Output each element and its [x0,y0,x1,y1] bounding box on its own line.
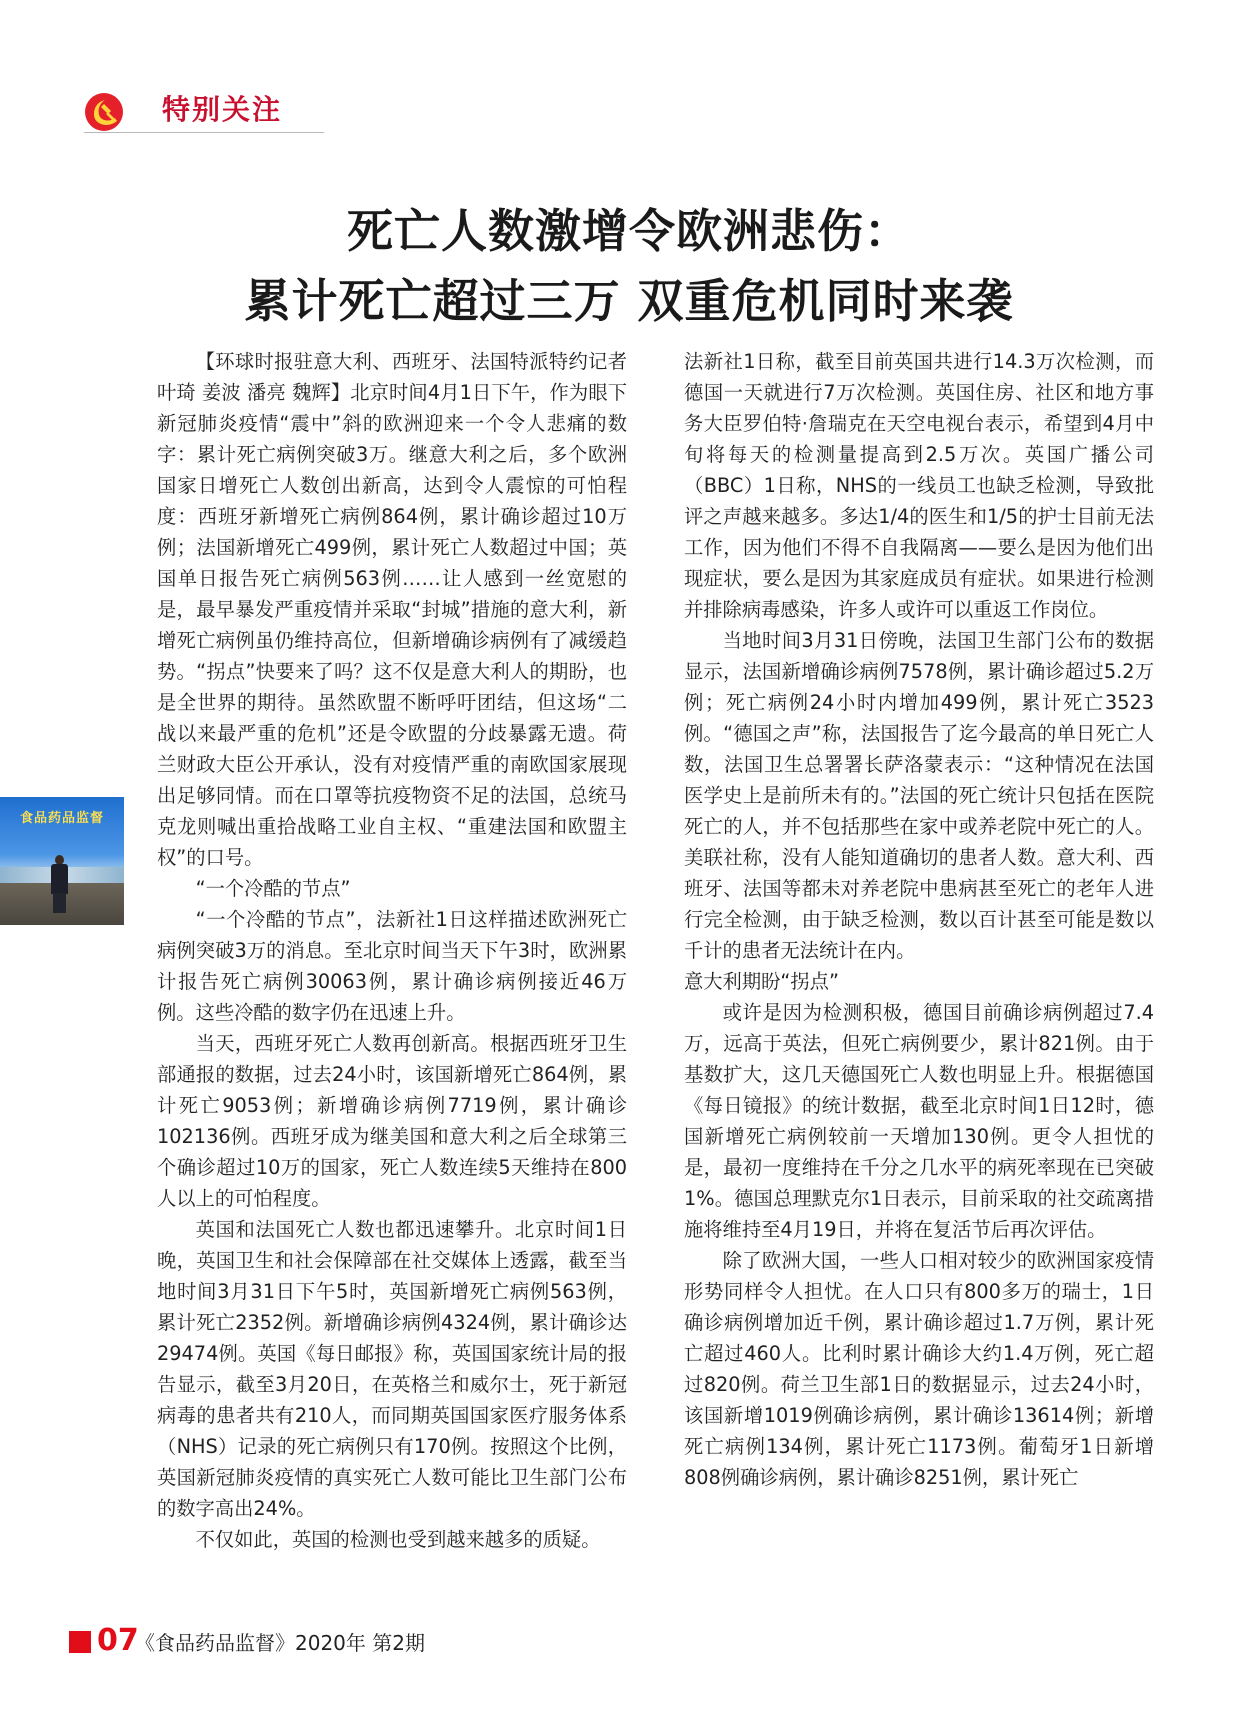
paragraph: 不仅如此，英国的检测也受到越来越多的质疑。 [195,1528,601,1551]
subheading: “一个冷酷的节点” [195,877,351,900]
side-photo [0,797,124,925]
right-column [684,346,1154,1493]
header-divider [84,132,324,133]
title-line-1: 死亡人数激增令欧洲悲伤： [347,204,911,258]
paragraph: 英国和法国死亡人数也都迅速攀升。北京时间1日晚，英国卫生和社会保障部在社交媒体上透露，截至当地时间3月31日下午5时，英国新增死亡病例563例，累计死亡2352例。新增确诊病例4324例，累计确诊达29474例。英国《每日邮报》称，英国国家统计局的报告显示，截至3月20日，在英格兰和威尔士，死于新冠病毒的患者共有210人，而同期英国国家医疗服务体系（NHS）记录的死亡病例只有170例。按照这个比例，英国新冠肺炎疫情的真实死亡人数可能比卫生部门公布的数字高出24%。 [157,1218,627,1520]
party-emblem-icon [84,92,124,132]
title-line-2: 累计死亡超过三万 双重危机同时来袭 [244,274,1014,328]
paragraph: 当天，西班牙死亡人数再创新高。根据西班牙卫生部通报的数据，过去24小时，该国新增死亡864例，累计死亡9053例；新增确诊病例7719例，累计确诊102136例。西班牙成为继美国和意大利之后全球第三个确诊超过10万的国家，死亡人数连续5天维持在800人以上的可怕程度。 [157,1032,627,1210]
article-title [0,196,1258,336]
section-label: 特别关注 [162,93,283,126]
paragraph: 除了欧洲大国，一些人口相对较少的欧洲国家疫情形势同样令人担忧。在人口只有800多万的瑞士，1日确诊病例增加近千例，累计确诊超过1.7万例，累计死亡超过460人。比利时累计确诊大约1.4万例，死亡超过820例。荷兰卫生部1日的数据显示，过去24小时，该国新增1019例确诊病例，累计确诊13614例；新增死亡病例134例，累计死亡1173例。葡萄牙1日新增808例确诊病例，累计确诊8251例，累计死亡 [684,1249,1154,1489]
paragraph: 法新社1日称，截至目前英国共进行14.3万次检测，而德国一天就进行7万次检测。英国住房、社区和地方事务大臣罗伯特·詹瑞克在天空电视台表示，希望到4月中旬将每天的检测量提高到2.5万次。英国广播公司（BBC）1日称，NHS的一线员工也缺乏检测，导致批评之声越来越多。多达1/4的医生和1/5的护士目前无法工作，因为他们不得不自我隔离——要么是因为他们出现症状，要么是因为其家庭成员有症状。如果进行检测并排除病毒感染，许多人或许可以重返工作岗位。 [684,350,1154,621]
paragraph: “一个冷酷的节点”，法新社1日这样描述欧洲死亡病例突破3万的消息。至北京时间当天下午3时，欧洲累计报告死亡病例30063例，累计确诊病例接近46万例。这些冷酷的数字仍在迅速上升。 [157,908,627,1024]
subheading: 意大利期盼“拐点” [684,970,839,993]
section-header [84,88,324,132]
footer-square-icon [69,1631,91,1653]
publication-info: 《食品药品监督》2020年 第2期 [135,1631,425,1655]
photo-person-body [51,864,68,894]
photo-person-legs [53,893,66,913]
paragraph: 或许是因为检测积极，德国目前确诊病例超过7.4万，远高于英法，但死亡病例要少，累计821例。由于基数扩大，这几天德国死亡人数也明显上升。根据德国《每日镜报》的统计数据，截至北京时间1日12时，德国新增死亡病例较前一天增加130例。更令人担忧的是，最初一度维持在千分之几水平的病死率现在已突破1%。德国总理默克尔1日表示，目前采取的社交疏离措施将维持至4月19日，并将在复活节后再次评估。 [684,1001,1154,1241]
page-number: 07 [97,1623,139,1658]
paragraph: 当地时间3月31日傍晚，法国卫生部门公布的数据显示，法国新增确诊病例7578例，累计确诊超过5.2万例；死亡病例24小时内增加499例，累计死亡3523例。“德国之声”称，法国报告了迄今最高的单日死亡人数，法国卫生总署署长萨洛蒙表示：“这种情况在法国医学史上是前所未有的。”法国的死亡统计只包括在医院死亡的人，并不包括那些在家中或养老院中死亡的人。美联社称，没有人能知道确切的患者人数。意大利、西班牙、法国等都未对养老院中患病甚至死亡的老年人进行完全检测，由于缺乏检测，数以百计甚至可能是数以千计的患者无法统计在内。 [684,629,1154,962]
photo-label: 食品药品监督 [19,811,104,826]
page-footer [69,1623,669,1659]
paragraph: 【环球时报驻意大利、西班牙、法国特派特约记者 叶琦 姜波 潘亮 魏辉】北京时间4月1日下午，作为眼下新冠肺炎疫情“震中”斜的欧洲迎来一个令人悲痛的数字：累计死亡病例突破3万。继意大利之后，多个欧洲国家日增死亡人数创出新高，达到令人震惊的可怕程度：西班牙新增死亡病例864例，累计确诊超过10万例；法国新增死亡499例，累计死亡人数超过中国；英国单日报告死亡病例563例……让人感到一丝宽慰的是，最早暴发严重疫情并采取“封城”措施的意大利，新增死亡病例虽仍维持高位，但新增确诊病例有了减缓趋势。“拐点”快要来了吗？这不仅是意大利人的期盼，也是全世界的期待。虽然欧盟不断呼吁团结，但这场“二战以来最严重的危机”还是令欧盟的分歧暴露无遗。荷兰财政大臣公开承认，没有对疫情严重的南欧国家展现出足够同情。而在口罩等抗疫物资不足的法国，总统马克龙则喊出重拾战略工业自主权、“重建法国和欧盟主权”的口号。 [157,350,627,869]
left-column [157,346,627,1555]
